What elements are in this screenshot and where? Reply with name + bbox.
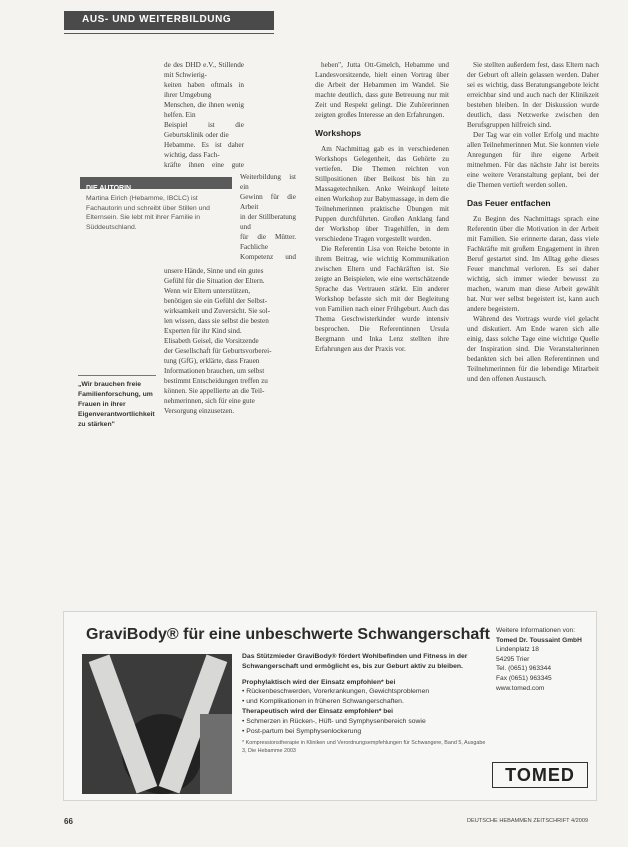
col3-paragraph: Zu Beginn des Nachmittags sprach eine Referentin über die Motivation in der Arbeit mit Familien. Sie erinnerte daran, dass viele Fachkräfte mit großem Engagement in ihren Beruf gestartet sind. Im Alltag gehe dieses Feuer manchmal verloren. Es sei daher wichtig, sich immer wieder bewusst zu machen, warum man diese Arbeit gewählt hat. Nur wer selbst begeistert ist, kann auch andere begeistern. [467,215,599,313]
author-box [80,177,232,259]
ad-title: GraviBody® für eine unbeschwerte Schwangerschaft [86,626,490,643]
heading-workshops: Workshops [315,128,362,138]
col3-paragraph: Der Tag war ein voller Erfolg und machte allen Teilnehmerinnen Mut. Sie konnten viele Anregungen für ihre eigene Arbeit mitnehmen. Für das nächste Jahr ist bereits eine weitere Veranstaltung geplant, bei der die Themen vertieft werden sollen. [467,131,599,189]
col1-line: Gefühl für die Situation der Eltern. [164,277,265,285]
col1-line: de des DHD e.V., Stillende mit Schwierig- [164,61,244,79]
col1-line: Experten für ihr Kind sind. [164,327,242,335]
ad-contact [496,626,594,693]
col2-paragraph: Am Nachmittag gab es in verschiedenen Workshops Gelegenheit, das Gehörte zu vertiefen. Die Themen reichten von Stillpositionen über Beikost bis hin zu Massagetechniken. Anke Weinkopf leitete einen Workshop zur Babymassage, in dem die Teilnehmerinnen praktische Übungen mit Puppen durchführten. Großen Anklang fand der Workshop über Tragehilfen, in dem verschiedene Tragen vorgestellt wurden. [315,145,449,243]
col1-line: Gewinn für die Arbeit [240,193,296,211]
ad-therapy-label: Therapeutisch wird der Einsatz empfohlen* bei [242,707,394,715]
advertisement [63,611,597,801]
header-rule [64,33,274,34]
list-item: • Post-partum bei Symphysenlockerung [242,727,490,737]
col3-paragraph: Während des Vortrags wurde viel gelacht und diskutiert. Am Ende waren sich alle einig, dass solche Tage eine wichtige Quelle der Inspiration sind. Die Veranstalterinnen bedankten sich bei allen Referentinnen und Teilnehmerinnen für die lebendige Mitarbeit und den offenen Austausch. [467,315,599,383]
col1-line: Menschen, die ihnen wenig helfen. Ein [164,101,244,119]
col1-line: Elisabeth Geisel, die Vorsitzende [164,337,259,345]
ad-lead: Das Stützmieder GraviBody® fördert Wohlbefinden und Fitness in der Schwangerschaft und ermöglicht es, bis zur Geburt aktiv zu bleiben. [242,653,468,670]
col1-line: kräfte ihnen eine gute [164,161,244,169]
list-item: • Schmerzen in Rücken-, Hüft- und Symphysenbereich sowie [242,717,490,727]
ad-product-photo [82,654,232,794]
contact-fax: Fax (0651) 963345 [496,674,552,682]
publication-footer: DEUTSCHE HEBAMMEN ZEITSCHRIFT 4/2009 [467,818,589,824]
contact-phone: Tel. (0651) 963344 [496,665,551,673]
page-number: 66 [64,817,73,826]
section-title: AUS- UND WEITERBILDUNG [82,14,232,25]
column-1-top [164,60,244,170]
contact-website[interactable]: www.tomed.com [496,684,545,692]
contact-street: Lindenplatz 18 [496,646,539,654]
heading-das-feuer-entfachen: Das Feuer entfachen [467,198,551,208]
tomed-logo [492,762,588,788]
author-bio: Martina Eirich (Hebamme, IBCLC) ist Fachautorin und schreibt über Stillen und Elternsein. Sie lebt mit ihrer Familie in Süddeutschland. [86,195,210,231]
author-box-header [80,177,232,192]
column-2 [315,60,449,598]
ad-prophylaxis-list [242,687,490,707]
author-box-label: DIE AUTORIN [86,185,132,192]
contact-intro: Weitere Informationen von: [496,627,576,634]
col1-line: Wenn wir Eltern unterstützen, [164,287,251,295]
col1-line: der Gesellschaft für Geburtsvorberei- [164,347,272,355]
col1-line: wirksamkeit und Zuversicht. Sie sol- [164,307,270,315]
col1-line: Beispiel ist die Geburtsklinik oder die [164,121,244,139]
ad-therapy-list [242,717,490,737]
ad-body [242,652,490,756]
column-3 [467,60,599,598]
col1-line: tung (GfG), erklärte, dass Frauen [164,357,260,365]
col1-line: benötigen sie ein Gefühl der Selbst- [164,297,268,305]
col1-line: Weiterbildung ist ein [240,173,296,191]
col1-line: Versorgung einzusetzen. [164,407,235,415]
col1-line: keiten haben oftmals in ihrer Umgebung [164,81,244,99]
column-1-narrow [240,172,296,264]
column-1-lower [164,266,296,598]
col1-line: können. Sie appellierte an die Teil- [164,387,265,395]
ad-prophylaxis-label: Prophylaktisch wird der Einsatz empfohlen* bei [242,678,396,686]
col1-line: Informationen brauchen, um selbst [164,367,265,375]
col3-paragraph: Sie stellten außerdem fest, dass Eltern nach der Geburt oft allein gelassen werden. Daher sei es wichtig, dass Beratungsangebote leicht erreichbar sind und auch nach der Klinikzeit bestehen bleiben. In der Diskussion wurde deutlich, dass Netzwerke zwischen den Berufsgruppen hilfreich sind. [467,61,599,129]
col1-line: unsere Hände, Sinne und ein gutes [164,267,264,275]
list-item: • und Komplikationen in früheren Schwangerschaften. [242,697,490,707]
ad-footnote: * Kompressionstherapie in Kliniken und Verordnungsempfehlungen für Schwangere, Band 5, Ausgabe 3, Die Hebamme 2003 [242,740,486,754]
col2-paragraph: Die Referentin Lisa von Reiche betonte in ihrem Beitrag, wie wichtig Kommunikation zwischen Eltern und Fachkräften ist. Sie zeigte an Beispielen, wie eine wertschätzende Sprache das Vertrauen stärkt. Ein anderer Workshop befasste sich mit der Begleitung von Familien nach einer Frühgeburt. Auch das Thema Geschwisterkinder wurde intensiv besprochen. Die Referentinnen Ursula Bergmann und Inka Lenz stellten ihre Erfahrungen aus der Praxis vor. [315,245,449,353]
col1-line: nehmerinnen, sich für eine gute [164,397,255,405]
logo-text: TOMED [505,765,575,785]
col1-line: Hebamme. Es ist daher wichtig, dass Fach- [164,141,244,159]
col1-line: len wissen, dass sie selbst die besten [164,317,269,325]
section-header-bar [64,11,274,30]
list-item: • Rückenbeschwerden, Vorerkrankungen, Gewichtsproblemen [242,687,490,697]
pull-quote: „Wir brauchen freie Familienforschung, um Frauen in ihrer Eigenverantwortlichkeit zu stärken" [78,375,156,430]
col2-paragraph: heben", Jutta Ott-Gmelch, Hebamme und Landesvorsitzende, hielt einen Vortrag über die Arbeit der Hebammen im Wandel. Sie machte deutlich, dass gute Betreuung nur mit Zeit und Respekt gelingt. Die Zuhörerinnen zeigten großes Interesse an den Erfahrungen. [315,61,449,119]
col1-line: Kompetenz und [240,253,296,261]
col1-line: für die Mütter. Fachliche [240,233,296,251]
contact-company: Tomed Dr. Toussaint GmbH [496,636,582,644]
col1-line: in der Stillberatung und [240,213,296,231]
contact-city: 54295 Trier [496,655,530,663]
col1-line: bestimmt Entscheidungen treffen zu [164,377,268,385]
